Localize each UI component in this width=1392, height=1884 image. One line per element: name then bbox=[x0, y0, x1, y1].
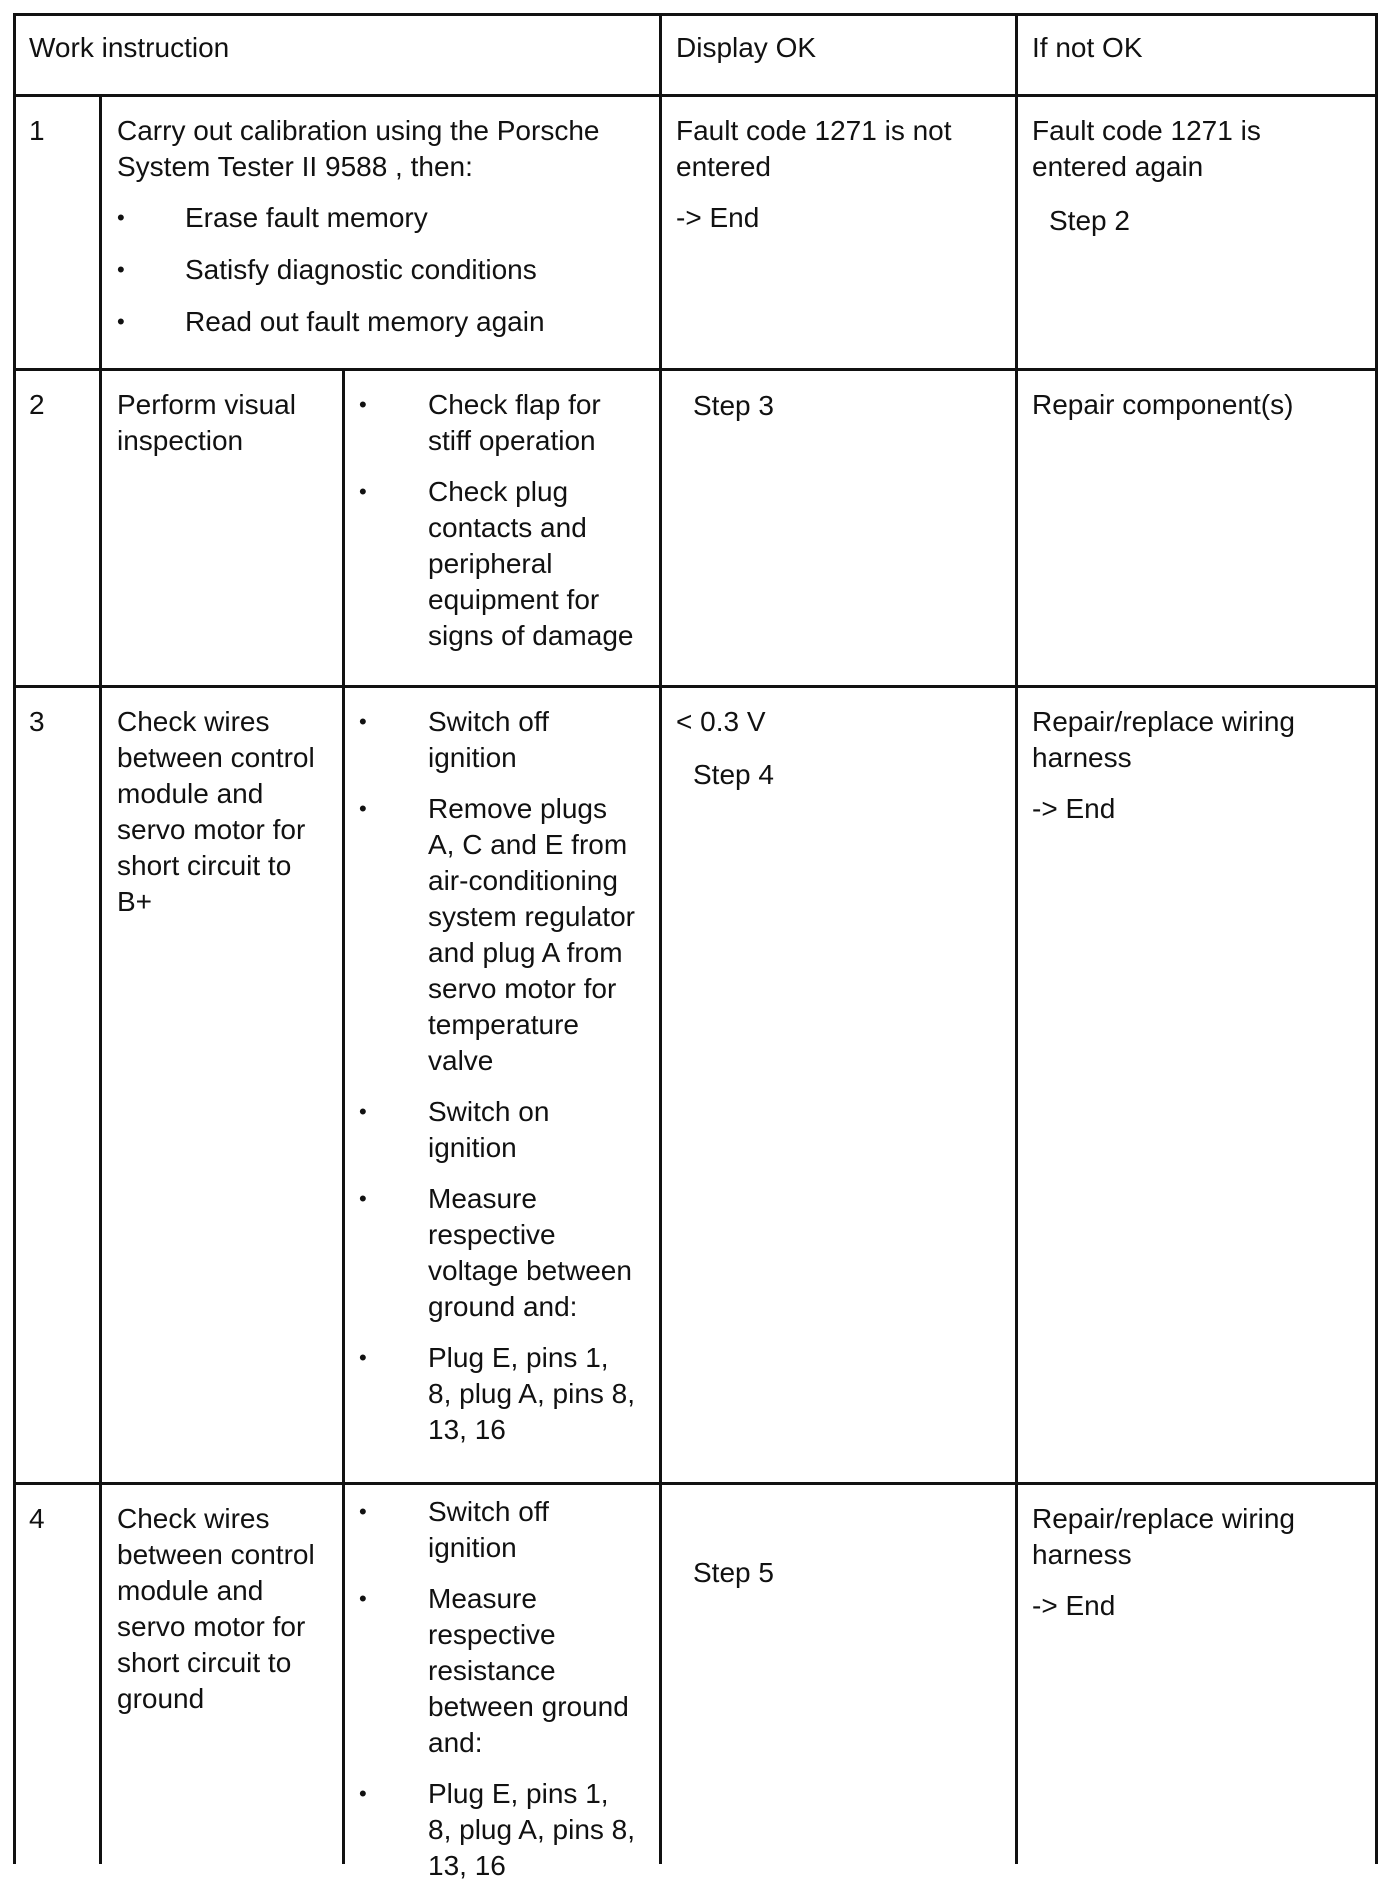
not-ok-text: Step 2 bbox=[1049, 205, 1130, 236]
sub-item: resistance bbox=[428, 1655, 556, 1686]
sub-item: ignition bbox=[428, 1132, 517, 1163]
not-ok-text: Repair/replace wiring bbox=[1032, 1503, 1296, 1534]
col-divider-if-not-ok bbox=[1015, 13, 1018, 1864]
sub-item: equipment for bbox=[428, 584, 600, 615]
not-ok-text: harness bbox=[1032, 742, 1132, 773]
instruction-text: System Tester II 9588 , then: bbox=[117, 151, 473, 182]
sub-item: Switch off bbox=[428, 1496, 549, 1527]
not-ok-text: -> End bbox=[1032, 1590, 1116, 1621]
bullet: • bbox=[359, 1499, 367, 1524]
sub-item: Measure bbox=[428, 1183, 537, 1214]
instruction-text: between control bbox=[117, 1539, 315, 1570]
sub-item: stiff operation bbox=[428, 425, 596, 456]
not-ok-text: Fault code 1271 is bbox=[1032, 115, 1261, 146]
sub-item: contacts and bbox=[428, 512, 587, 543]
display-ok-text: Step 4 bbox=[693, 759, 774, 790]
sub-item: and plug A from bbox=[428, 937, 623, 968]
sub-item: system regulator bbox=[428, 901, 635, 932]
step-number: 2 bbox=[29, 389, 45, 420]
bullet: • bbox=[359, 709, 367, 734]
not-ok-text: entered again bbox=[1032, 151, 1204, 182]
sub-item: ignition bbox=[428, 742, 517, 773]
sub-item: signs of damage bbox=[428, 620, 634, 651]
instruction-text: Perform visual bbox=[117, 389, 296, 420]
sub-item: Measure bbox=[428, 1583, 537, 1614]
sub-item: Check plug bbox=[428, 476, 569, 507]
sub-item: Check flap for bbox=[428, 389, 601, 420]
sub-item: 13, 16 bbox=[428, 1414, 506, 1445]
sub-item: between ground bbox=[428, 1691, 629, 1722]
sub-item: 13, 16 bbox=[428, 1850, 506, 1881]
header-display-ok: Display OK bbox=[676, 32, 817, 63]
bullet: • bbox=[359, 796, 367, 821]
display-ok-text: < 0.3 V bbox=[676, 706, 766, 737]
bullet: • bbox=[359, 1586, 367, 1611]
bullet: • bbox=[359, 392, 367, 417]
not-ok-text: Repair component(s) bbox=[1032, 389, 1294, 420]
sub-item: 8, plug A, pins 8, bbox=[428, 1378, 636, 1409]
instruction-text: servo motor for bbox=[117, 814, 306, 845]
sub-item: ignition bbox=[428, 1532, 517, 1563]
header-divider bbox=[13, 94, 1378, 97]
col-divider-step bbox=[99, 94, 102, 1864]
instruction-text: Carry out calibration using the Porsche bbox=[117, 115, 600, 146]
step-number: 3 bbox=[29, 706, 45, 737]
instruction-text: between control bbox=[117, 742, 315, 773]
instruction-text: Check wires bbox=[117, 1503, 270, 1534]
sub-item: valve bbox=[428, 1045, 494, 1076]
instruction-text: short circuit to bbox=[117, 850, 292, 881]
sub-item: ground and: bbox=[428, 1291, 578, 1322]
display-ok-text: Fault code 1271 is not bbox=[676, 115, 952, 146]
col-divider-display-ok bbox=[659, 13, 662, 1864]
col-divider-subitems bbox=[342, 368, 345, 1864]
not-ok-text: -> End bbox=[1032, 793, 1116, 824]
bullet: • bbox=[359, 1099, 367, 1124]
sub-item: A, C and E from bbox=[428, 829, 628, 860]
sub-item: Plug E, pins 1, bbox=[428, 1342, 609, 1373]
bullet: • bbox=[117, 205, 125, 230]
sub-item: Remove plugs bbox=[428, 793, 607, 824]
sub-item: Erase fault memory bbox=[185, 202, 428, 233]
instruction-text: module and bbox=[117, 778, 264, 809]
instruction-text: short circuit to bbox=[117, 1647, 292, 1678]
row-divider bbox=[13, 685, 1378, 688]
sub-item: 8, plug A, pins 8, bbox=[428, 1814, 636, 1845]
step-number: 4 bbox=[29, 1503, 45, 1534]
sub-item: Plug E, pins 1, bbox=[428, 1778, 609, 1809]
bullet: • bbox=[117, 309, 125, 334]
header-work-instruction: Work instruction bbox=[29, 32, 230, 63]
sub-item: respective bbox=[428, 1219, 556, 1250]
sub-item: air-conditioning bbox=[428, 865, 618, 896]
not-ok-text: Repair/replace wiring bbox=[1032, 706, 1296, 737]
sub-item: temperature bbox=[428, 1009, 579, 1040]
sub-item: Satisfy diagnostic conditions bbox=[185, 254, 537, 285]
instruction-text: Check wires bbox=[117, 706, 270, 737]
instruction-text: B+ bbox=[117, 886, 153, 917]
bullet: • bbox=[359, 1345, 367, 1370]
display-ok-text: entered bbox=[676, 151, 771, 182]
not-ok-text: harness bbox=[1032, 1539, 1132, 1570]
sub-item: respective bbox=[428, 1619, 556, 1650]
bullet: • bbox=[359, 1186, 367, 1211]
bullet: • bbox=[117, 257, 125, 282]
bullet: • bbox=[359, 1781, 367, 1806]
instruction-text: ground bbox=[117, 1683, 205, 1714]
instruction-text: inspection bbox=[117, 425, 244, 456]
display-ok-text: -> End bbox=[676, 202, 760, 233]
sub-item: and: bbox=[428, 1727, 483, 1758]
display-ok-text: Step 3 bbox=[693, 390, 774, 421]
sub-item: Switch on bbox=[428, 1096, 550, 1127]
bullet: • bbox=[359, 479, 367, 504]
row-divider bbox=[13, 368, 1378, 371]
display-ok-text: Step 5 bbox=[693, 1557, 774, 1588]
sub-item: Read out fault memory again bbox=[185, 306, 545, 337]
instruction-text: servo motor for bbox=[117, 1611, 306, 1642]
step-number: 1 bbox=[29, 115, 45, 146]
sub-item: Switch off bbox=[428, 706, 549, 737]
sub-item: voltage between bbox=[428, 1255, 632, 1286]
header-if-not-ok: If not OK bbox=[1032, 32, 1143, 63]
row-divider bbox=[13, 1482, 1378, 1485]
instruction-text: module and bbox=[117, 1575, 264, 1606]
sub-item: servo motor for bbox=[428, 973, 617, 1004]
sub-item: peripheral bbox=[428, 548, 553, 579]
